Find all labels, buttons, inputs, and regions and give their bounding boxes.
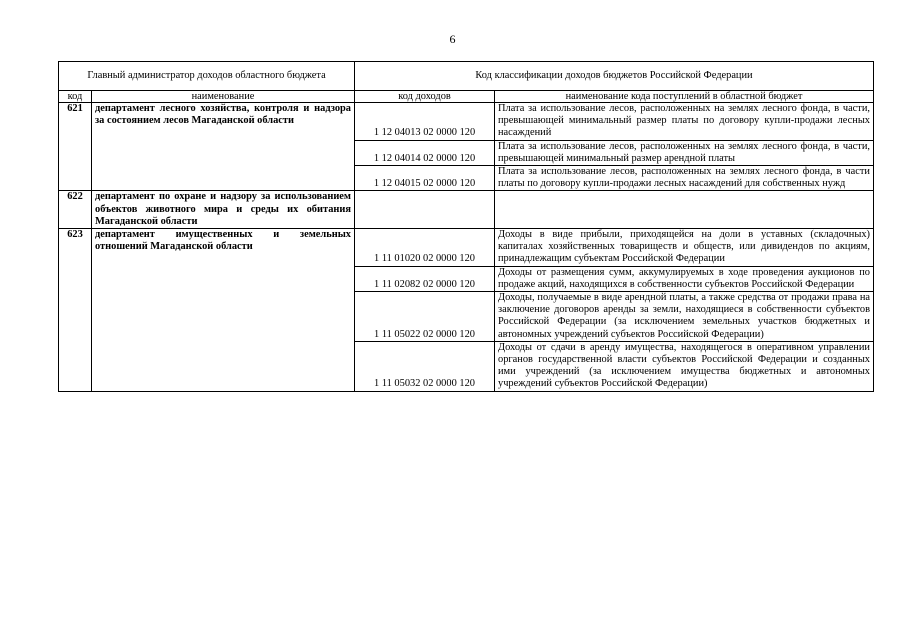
income-description: Доходы от размещения сумм, аккумулируемых в ходе проведения аукционов по продаже акций, находящихся в собственности субъектов Российской Федерации xyxy=(495,266,874,291)
income-code: 1 11 05022 02 0000 120 xyxy=(355,292,495,342)
header-row-2 xyxy=(59,91,874,103)
header-row-1 xyxy=(59,62,874,91)
income-description: Плата за использование лесов, расположенных на землях лесного фонда, в части платы по договору купли-продажи лесных насаждений для собственных нужд xyxy=(495,166,874,191)
col-name-header: наименование xyxy=(92,91,355,103)
income-description: Плата за использование лесов, расположенных на землях лесного фонда, в части, превышающей минимальный размер арендной платы xyxy=(495,140,874,165)
income-description: Доходы в виде прибыли, приходящейся на доли в уставных (складочных) капиталах хозяйственных товариществ и обществ, или дивидендов по акциям, принадлежащим субъектам Российской Федерации xyxy=(495,229,874,267)
classification-header: Код классификации доходов бюджетов Российской Федерации xyxy=(355,62,874,91)
admin-name-622: департамент по охране и надзору за использованием объектов животного мира и среды их обитания Магаданской области xyxy=(92,191,355,229)
col-code-header: код xyxy=(59,91,92,103)
admin-code-622: 622 xyxy=(59,191,92,229)
admin-name-621: департамент лесного хозяйства, контроля и надзора за состоянием лесов Магаданской области xyxy=(92,103,355,191)
admin-name-623: департамент имущественных и земельных отношений Магаданской области xyxy=(92,229,355,392)
admin-code-623: 623 xyxy=(59,229,92,392)
income-code: 1 12 04013 02 0000 120 xyxy=(355,103,495,141)
income-code: 1 11 02082 02 0000 120 xyxy=(355,266,495,291)
income-code-empty xyxy=(355,191,495,229)
page-number: 6 xyxy=(449,32,456,46)
income-code: 1 11 01020 02 0000 120 xyxy=(355,229,495,267)
admin-code-621: 621 xyxy=(59,103,92,191)
table-row xyxy=(59,229,874,267)
income-description: Доходы от сдачи в аренду имущества, находящегося в оперативном управлении органов государственной власти субъектов Российской Федерации и созданных ими учреждений (за исключением имущества бюджетных и автономных учреждений субъектов Российской Федерации) xyxy=(495,341,874,391)
income-code: 1 11 05032 02 0000 120 xyxy=(355,341,495,391)
income-description: Доходы, получаемые в виде арендной платы, а также средства от продажи права на заключение договоров аренды за земли, находящиеся в собственности субъектов Российской Федерации (за исключением земельных участков бюджетных и автономных учреждений субъектов Российской Федерации) xyxy=(495,292,874,342)
table-row xyxy=(59,191,874,229)
table-row xyxy=(59,103,874,141)
income-description-empty xyxy=(495,191,874,229)
col-income-code-header: код доходов xyxy=(355,91,495,103)
income-description: Плата за использование лесов, расположенных на землях лесного фонда, в части, превышающей минимальный размер платы по договору купли-продажи лесных насаждений xyxy=(495,103,874,141)
income-code: 1 12 04015 02 0000 120 xyxy=(355,166,495,191)
admin-header: Главный администратор доходов областного бюджета xyxy=(59,62,355,91)
classification-table xyxy=(58,61,874,392)
col-income-name-header: наименование кода поступлений в областной бюджет xyxy=(495,91,874,103)
income-code: 1 12 04014 02 0000 120 xyxy=(355,140,495,165)
